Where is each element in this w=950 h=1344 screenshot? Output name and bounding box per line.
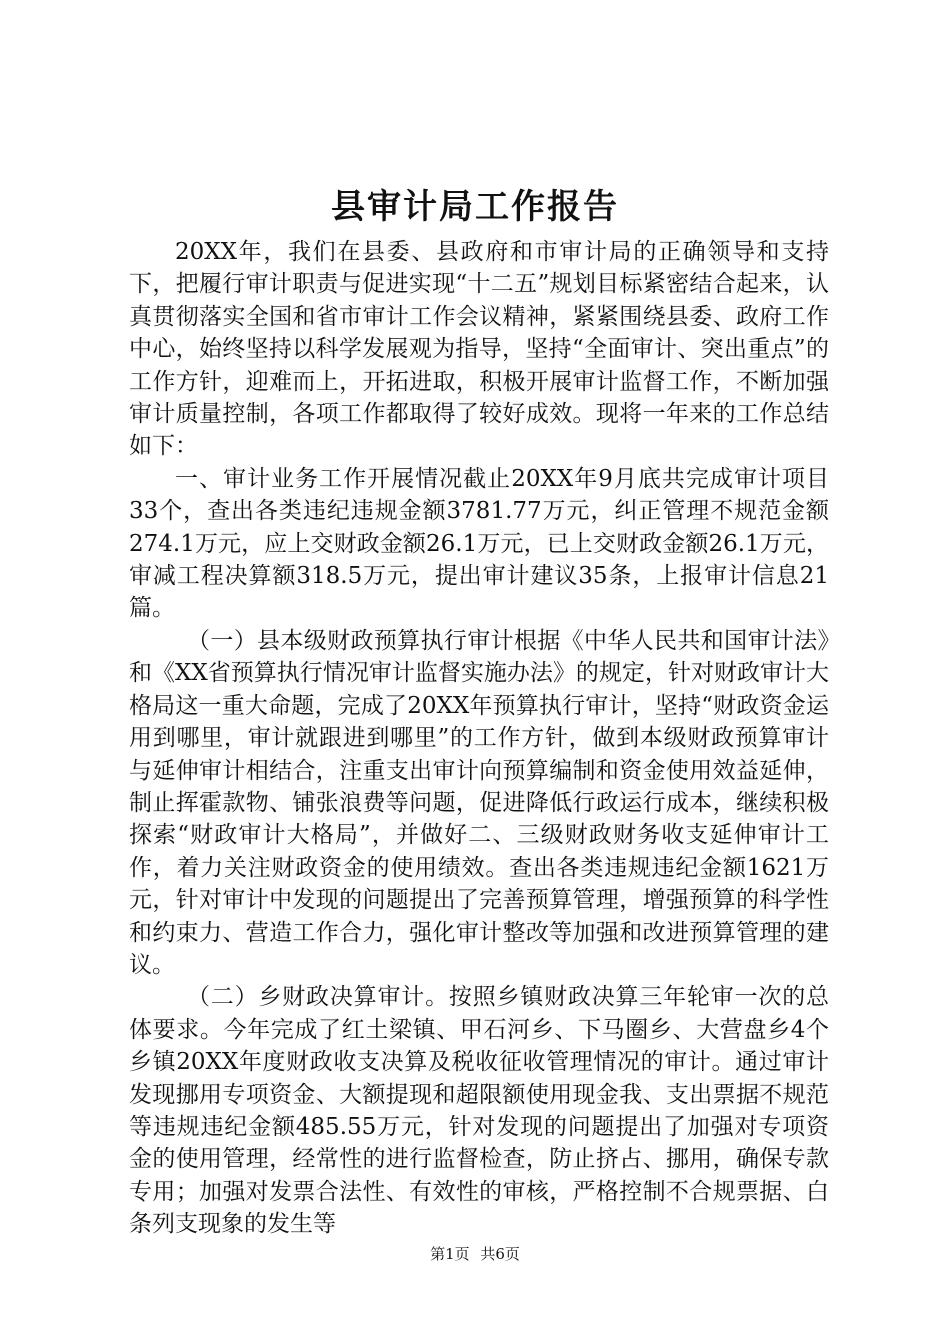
paragraph-subsection-2: （二）乡财政决算审计。按照乡镇财政决算三年轮审一次的总体要求。今年完成了红土梁镇、甲石河乡、下马圈乡、大营盘乡4个乡镇20XX年度财政收支决算及税收征收管理情况的审计。通过审计发现挪用专项资金、大额提现和超限额使用现金我、支出票据不规范等违规违纪金额485.55万元，针对发现的问题提出了加强对专项资金的使用管理，经常性的进行监督检查，防止挤占、挪用，确保专款专用；加强对发票合法性、有效性的审核，严格控制不合规票据、白条列支现象的发生等 [129,984,829,1238]
paragraph-subsection-1: （一）县本级财政预算执行审计根据《中华人民共和国审计法》和《XX省预算执行情况审计监督实施办法》的规定，针对财政审计大格局这一重大命题，完成了20XX年预算执行审计，坚持“财政资金运用到哪里，审计就跟进到哪里”的工作方针，做到本级财政预算审计与延伸审计相结合，注重支出审计向预算编制和资金使用效益延伸，制止挥霍款物、铺张浪费等问题，促进降低行政运行成本，继续积极探索“财政审计大格局”，并做好二、三级财政财务收支延伸审计工作，着力关注财政资金的使用绩效。查出各类违规违纪金额1621万元，针对审计中发现的问题提出了完善预算管理，增强预算的科学性和约束力、营造工作合力，强化审计整改等加强和改进预算管理的建议。 [129,627,829,978]
document-body [129,236,829,1241]
page-title: 县审计局工作报告 [331,187,619,227]
page-total: 共6页 [480,1245,520,1263]
paragraph-intro: 20XX年，我们在县委、县政府和市审计局的正确领导和支持下，把履行审计职责与促进实现“十二五”规划目标紧密结合起来，认真贯彻落实全国和省市审计工作会议精神，紧紧围绕县委、政府工作中心，始终坚持以科学发展观为指导，坚持“全面审计、突出重点”的工作方针，迎难而上，开拓进取，积极开展审计监督工作，不断加强审计质量控制，各项工作都取得了较好成效。现将一年来的工作总结如下： [129,239,829,460]
page-footer [0,1244,950,1264]
paragraph-section-1: 一、审计业务工作开展情况截止20XX年9月底共完成审计项目33个，查出各类违纪违规金额3781.77万元，纠正管理不规范金额274.1万元，应上交财政金额26.1万元，已上交财政金额26.1万元，审减工程决算额318.5万元，提出审计建议35条，上报审计信息21篇。 [129,465,829,622]
page-number: 第1页 [430,1245,470,1263]
